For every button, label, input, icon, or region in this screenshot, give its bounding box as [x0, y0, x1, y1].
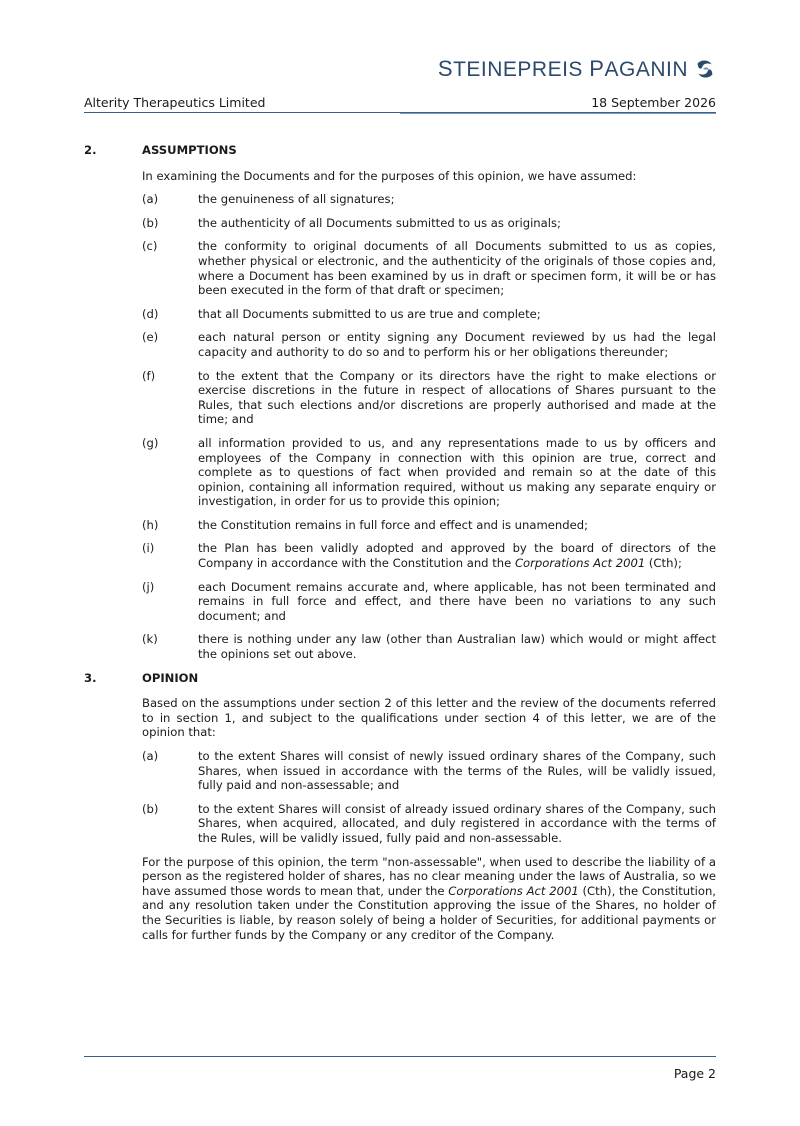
- firm-logo-mark-icon: [694, 58, 716, 80]
- footer-divider: [84, 1056, 716, 1057]
- list-item: (h) the Constitution remains in full force and effect and is unamended;: [142, 517, 589, 532]
- list-item: (j) each Document remains accurate and, where applicable, has not been terminated and remains in full force and effect, and there have been no variations to any such document; and: [142, 579, 716, 623]
- list-item: (b) the authenticity of all Documents submitted to us as originals;: [142, 215, 561, 230]
- list-item: (a) to the extent Shares will consist of newly issued ordinary shares of the Company, such Shares, when issued in accordance with the terms of the Rules, will be validly issued, fully paid and non-assessable; and: [142, 749, 716, 793]
- list-item: (a) the genuineness of all signatures;: [142, 192, 395, 207]
- list-item: (d) that all Documents submitted to us are true and complete;: [142, 306, 541, 321]
- list-item: (i) the Plan has been validly adopted and approved by the board of directors of the Company in accordance with the Constitution and the Corporations Act 2001 (Cth);: [142, 541, 716, 571]
- list-item: (f) to the extent that the Company or its directors have the right to make elections or exercise discretions in the future in respect of allocations of Shares pursuant to the Rules, that such elections and/or discretions are properly authorised and made at the time; and: [142, 368, 716, 427]
- list-item: (k) there is nothing under any law (other than Australian law) which would or might affect the opinions set out above.: [142, 632, 716, 662]
- document-body: [84, 143, 716, 951]
- header-company: Alterity Therapeutics Limited: [84, 95, 266, 110]
- list-item: (c) the conformity to original documents of all Documents submitted to us as copies, whether physical or electronic, and the authenticity of the originals of those copies and, where a Document has been examined by us in draft or specimen form, it will be or has been executed in the form of that draft or specimen;: [142, 239, 716, 298]
- firm-name: STEINEPREIS PAGANIN: [437, 56, 688, 81]
- header-date: 18 September 2026: [591, 95, 716, 110]
- section-number: 3.: [84, 670, 97, 685]
- section-title: OPINION: [142, 670, 199, 685]
- list-item: (b) to the extent Shares will consist of already issued ordinary shares of the Company, such Shares, when acquired, allocated, and duly registered in accordance with the terms of the Rules, will be validly issued, fully paid and non-assessable.: [142, 801, 716, 845]
- header-divider-accent: [400, 113, 716, 114]
- page-number: Page 2: [673, 1066, 716, 1081]
- section-intro: In examining the Documents and for the purposes of this opinion, we have assumed:: [142, 168, 637, 183]
- section-heading: [84, 671, 716, 686]
- section-heading: [84, 143, 716, 158]
- section-intro: Based on the assumptions under section 2 of this letter and the review of the documents referred to in section 1, and subject to the qualifications under section 4 of this letter, we are of the opinion that:: [142, 696, 716, 740]
- list-item: (g) all information provided to us, and any representations made to us by officers and employees of the Company in connection with this opinion are true, correct and complete as to questions of fact when provided and remain so at the date of this opinion, containing all information required, without us making any separate enquiry or investigation, in order for us to provide this opinion;: [142, 435, 716, 509]
- list-item: (e) each natural person or entity signing any Document reviewed by us had the legal capacity and authority to do so and to perform his or her obligations thereunder;: [142, 330, 716, 359]
- section-number: 2.: [84, 143, 97, 157]
- section-title: ASSUMPTIONS: [142, 143, 237, 157]
- closing-paragraph: For the purpose of this opinion, the term "non-assessable", when used to describe the liability of a person as the registered holder of shares, has no clear meaning under the laws of Australia, so we have assumed those words to mean that, under the Corporations Act 2001 (Cth), the Constitution, and any resolution taken under the Constitution approving the issue of the Shares, no holder of the Securities is liable, by reason solely of being a holder of Securities, for additional payments or calls for further funds by the Company or any creditor of the Company.: [142, 854, 716, 942]
- firm-logo: [438, 56, 716, 82]
